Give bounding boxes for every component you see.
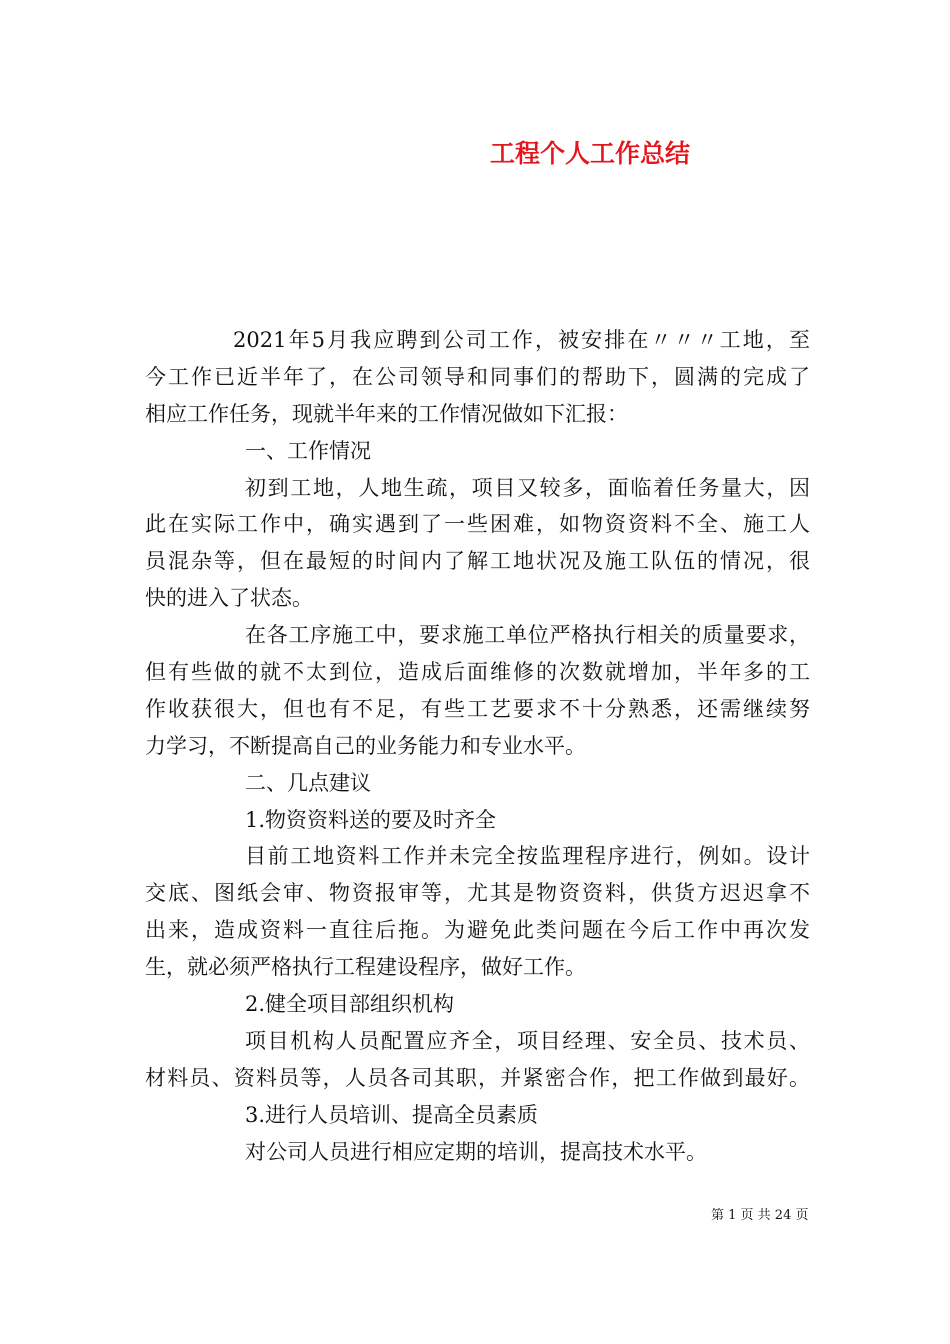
text-line: 材料员、资料员等，人员各司其职，并紧密合作，把工作做到最好。 xyxy=(145,1065,810,1090)
page-number: 第 1 页 共 24 页 xyxy=(711,1208,809,1223)
text-line: 快的进入了状态。 xyxy=(145,586,313,611)
text-line: 生，就必须严格执行工程建设程序，做好工作。 xyxy=(145,955,586,980)
text-line: 项目机构人员配置应齐全，项目经理、安全员、技术员、 xyxy=(245,1028,810,1053)
text-line: 相应工作任务，现就半年来的工作情况做如下汇报： xyxy=(145,401,628,426)
document-title: 工程个人工作总结 xyxy=(489,139,690,168)
text-line: 此在实际工作中，确实遇到了一些困难，如物资资料不全、施工人 xyxy=(145,512,810,537)
text-line: 作收获很大，但也有不足，有些工艺要求不十分熟悉，还需继续努 xyxy=(145,696,810,721)
text-line: 在各工序施工中，要求施工单位严格执行相关的质量要求， xyxy=(245,623,810,648)
text-line: 但有些做的就不太到位，造成后面维修的次数就增加，半年多的工 xyxy=(145,660,810,685)
text-line: 目前工地资料工作并未完全按监理程序进行，例如。设计 xyxy=(245,844,810,869)
subsection-heading: 3.进行人员培训、提高全员素质 xyxy=(245,1102,539,1127)
text-line: 力学习，不断提高自己的业务能力和专业水平。 xyxy=(145,733,586,758)
section-heading: 二、几点建议 xyxy=(245,770,371,795)
text-line: 交底、图纸会审、物资报审等，尤其是物资资料，供货方迟迟拿不 xyxy=(145,881,810,906)
text-line: 出来，造成资料一直往后拖。为避免此类问题在今后工作中再次发 xyxy=(145,918,810,943)
subsection-heading: 1.物资资料送的要及时齐全 xyxy=(245,807,497,832)
text-line: 对公司人员进行相应定期的培训，提高技术水平。 xyxy=(245,1139,707,1164)
text-line: 初到工地，人地生疏，项目又较多，面临着任务量大，因 xyxy=(245,475,810,500)
text-line: 员混杂等，但在最短的时间内了解工地状况及施工队伍的情况，很 xyxy=(145,549,810,574)
document-body xyxy=(145,322,810,1170)
section-heading: 一、工作情况 xyxy=(245,438,371,463)
text-line: 今工作已近半年了，在公司领导和同事们的帮助下，圆满的完成了 xyxy=(145,364,810,389)
text-line: 2021年5月我应聘到公司工作，被安排在〃〃〃工地，至 xyxy=(233,328,810,352)
subsection-heading: 2.健全项目部组织机构 xyxy=(245,992,455,1017)
